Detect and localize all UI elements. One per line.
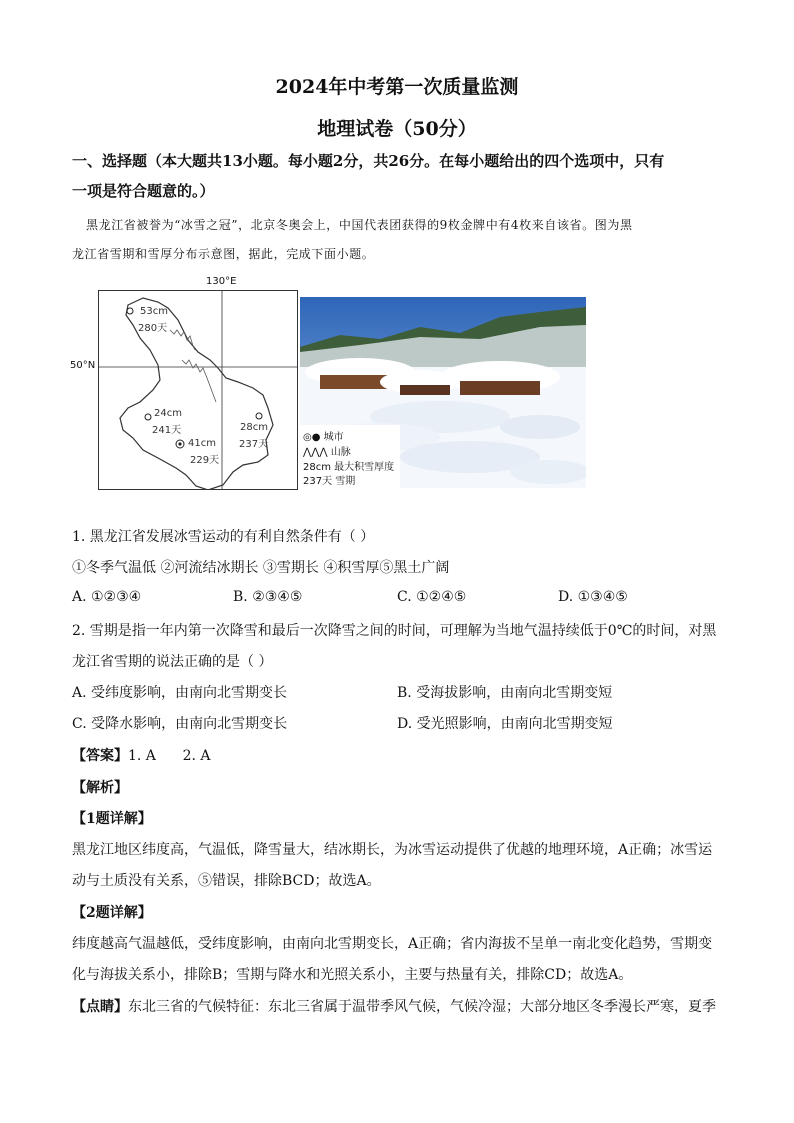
q1-analysis-line2: 动与土质没有关系，⑤错误，排除BCD；故选A。 (72, 873, 381, 889)
city1-days: 280天 (138, 323, 168, 334)
q1-analysis-line1: 黑龙江地区纬度高，气温低，降雪量大，结冰期长，为冰雪运动提供了优越的地理环境，A正确；冰雪运 (72, 842, 713, 858)
intro-line2: 龙江省雪期和雪厚分布示意图，据此，完成下面小题。 (72, 247, 375, 261)
q1-option-a: A. ①②③④ (72, 589, 142, 605)
latitude-label: 50°N (70, 360, 96, 371)
city2-depth: 24cm (154, 408, 182, 419)
q2-option-c: C. 受降水影响，由南向北雪期变长 (72, 716, 288, 732)
q2-option-d: D. 受光照影响，由南向北雪期变短 (397, 716, 613, 732)
q2-analysis-label: 【2题详解】 (72, 905, 152, 921)
q1-analysis-label: 【1题详解】 (72, 811, 152, 827)
section-heading-line2: 一项是符合题意的。） (72, 182, 215, 200)
answer-label: 【答案】 (72, 748, 128, 764)
q2-analysis-line2: 化与海拔关系小，排除B；雪期与降水和光照关系小，主要与热量有关，排除CD；故选A。 (72, 967, 633, 983)
city3-days: 229天 (190, 455, 220, 466)
q2-stem-line2: 龙江省雪期的说法正确的是（ ） (72, 654, 273, 670)
q2-analysis-line1: 纬度越高气温越低，受纬度影响，由南向北雪期变长，A正确；省内海拔不呈单一南北变化趋势，雪期变 (72, 936, 713, 952)
city4-depth: 28cm (240, 422, 268, 433)
legend-period: 237天 雪期 (303, 476, 356, 487)
mountain-symbol-icon: ⋀⋀⋀ (303, 447, 328, 458)
q2-option-b: B. 受海拔影响，由南向北雪期变短 (397, 685, 613, 701)
city4-days: 237天 (239, 439, 269, 450)
answer-text: 1. A 2. A (128, 748, 211, 764)
q1-option-b: B. ②③④⑤ (233, 589, 303, 605)
city-symbol-icon: ◎● (303, 432, 321, 443)
answer-row (72, 745, 211, 765)
intro-line1: 黑龙江省被誉为“冰雪之冠”，北京冬奥会上，中国代表团获得的9枚金牌中有4枚来自该省。图为黑 (86, 218, 633, 232)
tip-text: 东北三省的气候特征：东北三省属于温带季风气候，气候冷湿；大部分地区冬季漫长严寒，夏季 (128, 999, 716, 1015)
snow-map (70, 276, 298, 490)
section-heading-line1: 一、选择题（本大题共13小题。每小题2分，共26分。在每小题给出的四个选项中，只有 (72, 152, 665, 170)
longitude-label: 130°E (206, 276, 237, 287)
city1-depth: 53cm (140, 306, 168, 317)
legend-mountain-row (303, 443, 351, 458)
legend-city-row (303, 428, 344, 443)
city2-days: 241天 (152, 425, 182, 436)
legend-mountain: 山脉 (330, 447, 351, 458)
legend-depth: 28cm 最大积雪厚度 (303, 462, 395, 473)
q2-stem-line1: 2. 雪期是指一年内第一次降雪和最后一次降雪之间的时间，可理解为当地气温持续低于0℃的时间，对黑 (72, 623, 717, 639)
q2-option-a: A. 受纬度影响，由南向北雪期变长 (72, 685, 288, 701)
city3-depth: 41cm (188, 438, 216, 449)
exam-subtitle: 地理试卷（50分） (317, 118, 477, 140)
tip-label: 【点睛】 (72, 999, 128, 1015)
q1-option-d: D. ①③④⑤ (558, 589, 628, 605)
analysis-label: 【解析】 (72, 780, 128, 796)
q1-option-c: C. ①②④⑤ (397, 589, 467, 605)
tip-row (72, 996, 716, 1016)
exam-title: 2024年中考第一次质量监测 (275, 76, 519, 98)
map-legend (300, 425, 400, 488)
legend-city: 城市 (323, 432, 344, 443)
q1-stem: 1. 黑龙江省发展冰雪运动的有利自然条件有（ ） (72, 529, 375, 545)
q1-items: ①冬季气温低 ②河流结冰期长 ③雪期长 ④积雪厚⑤黑土广阔 (72, 560, 450, 576)
